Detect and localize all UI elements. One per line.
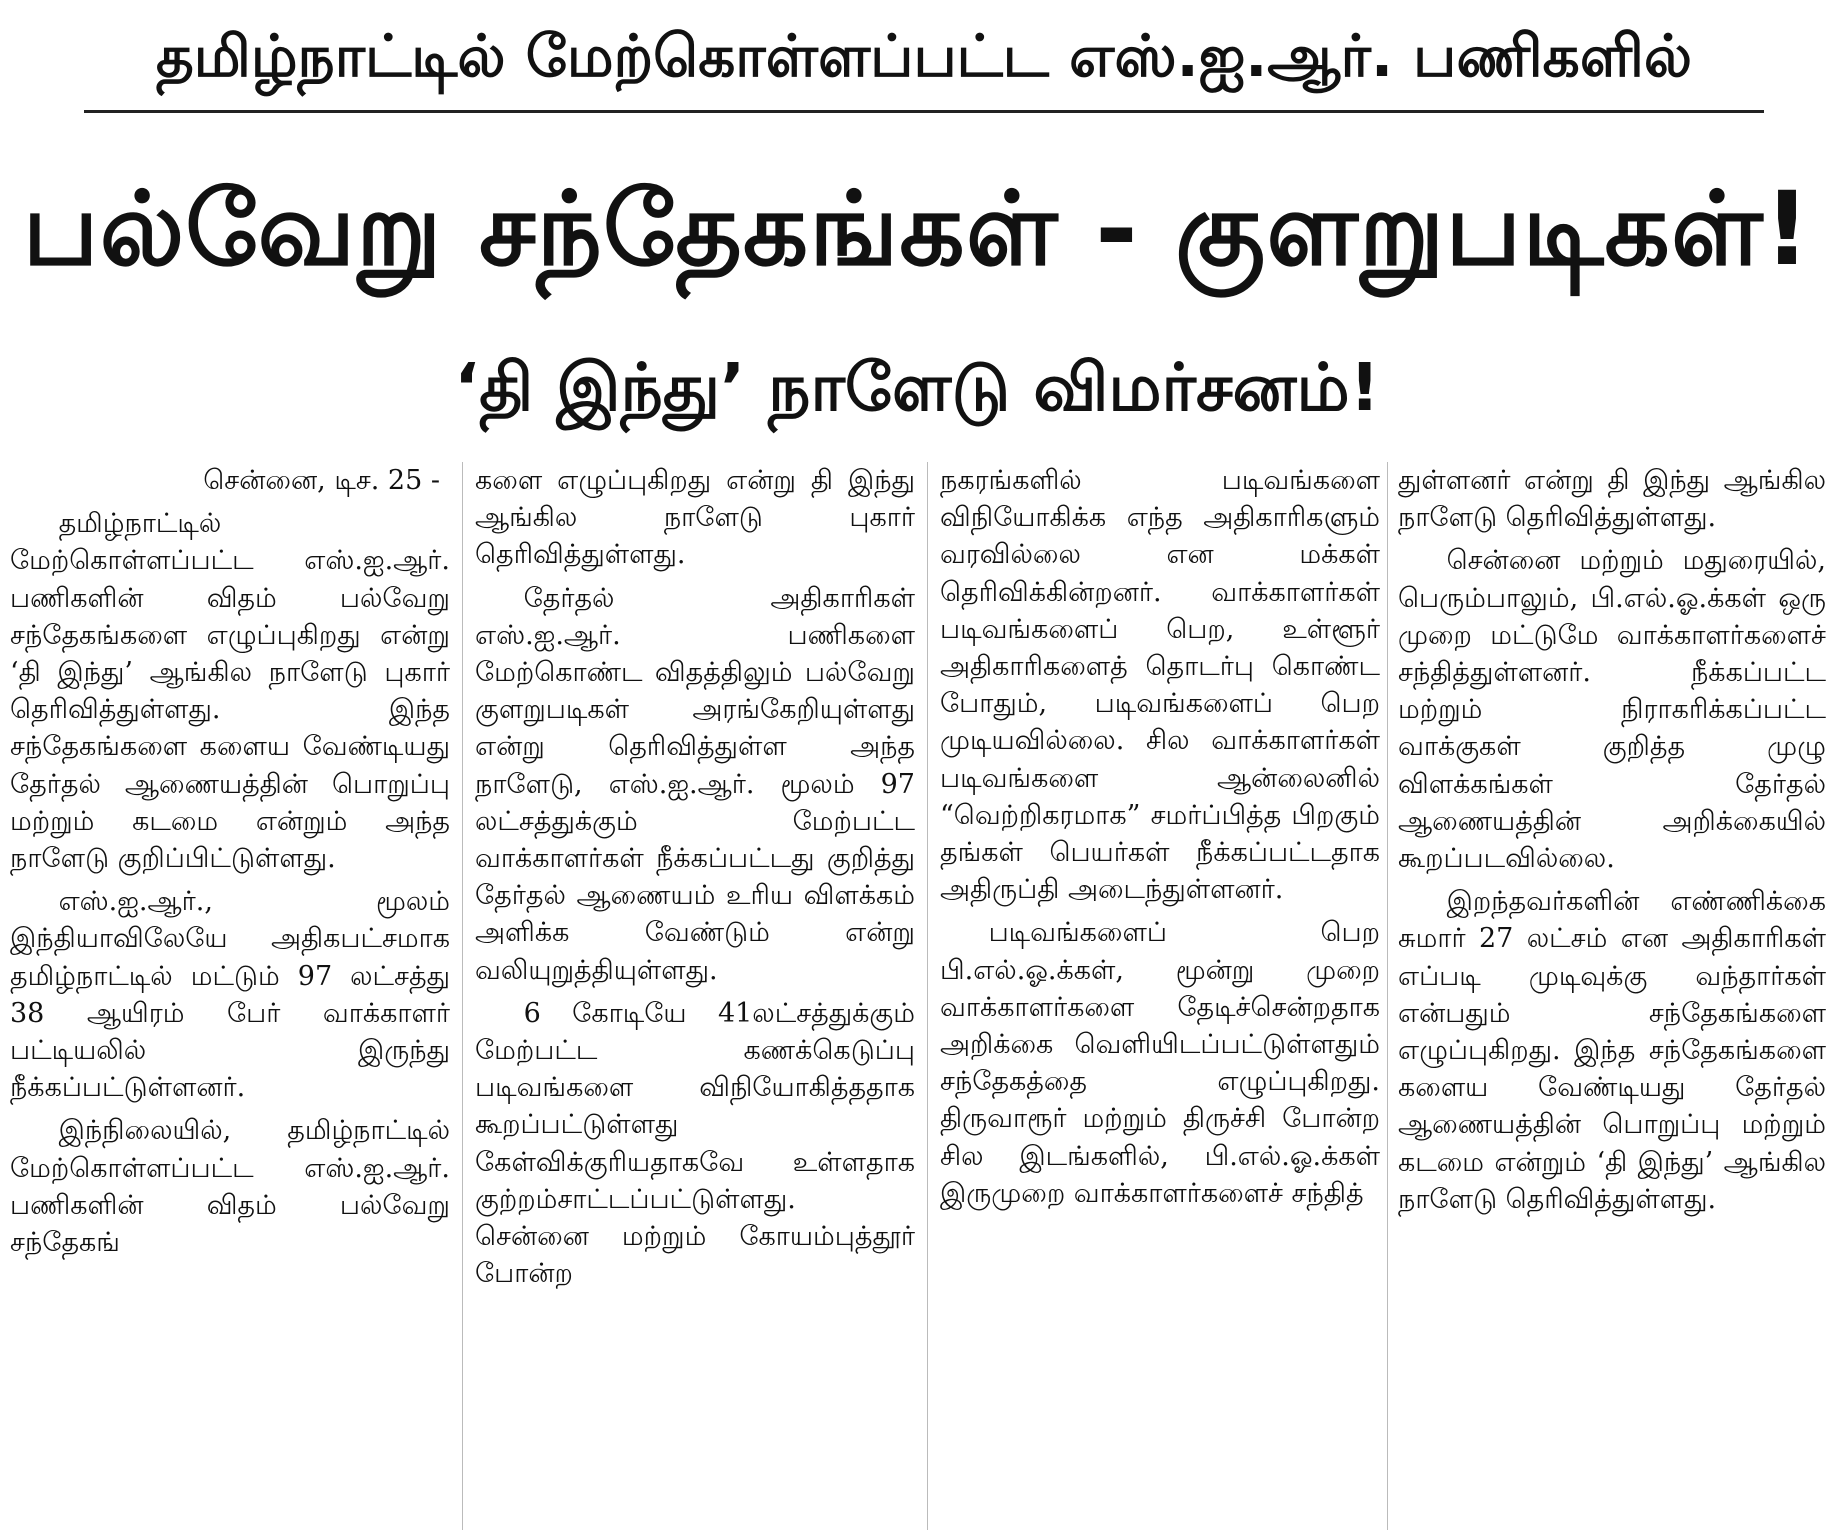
paragraph: எஸ்.ஐ.ஆர்., மூலம் இந்தியாவிலேயே அதிகபட்சமாக தமிழ்நாட்டில் மட்டும் 97 லட்சத்து 38 ஆயிரம் பேர் வாக்காளர் பட்டியலில் இருந்து நீக்கப்பட்டுள்ளனர்.: [10, 886, 450, 1104]
paragraph: சென்னை மற்றும் மதுரையில், பெரும்பாலும், பி.எல்.ஓ.க்கள் ஒரு முறை மட்டுமே வாக்காளர்களைச் சந்தித்துள்ளனர். நீக்கப்பட்ட மற்றும் நிராகரிக்கப்பட்ட வாக்குகள் குறித்த முழு விளக்கங்கள் தேர்தல் ஆணையத்தின் அறிக்கையில் கூறப்படவில்லை.: [1398, 545, 1826, 875]
column-divider: [462, 462, 463, 1530]
paragraph: 6 கோடியே 41லட்சத்துக்கும் மேற்பட்ட கணக்கெடுப்பு படிவங்களை விநியோகித்ததாக கூறப்பட்டுள்ளது கேள்விக்குரியதாகவே உள்ளதாக குற்றம்சாட்டப்பட்டுள்ளது. சென்னை மற்றும் கோயம்புத்தூர் போன்ற: [475, 997, 915, 1290]
main-headline: பல்வேறு சந்தேகங்கள் - குளறுபடிகள்!: [22, 170, 1812, 289]
paragraph: நகரங்களில் படிவங்களை விநியோகிக்க எந்த அதிகாரிகளும் வரவில்லை என மக்கள் தெரிவிக்கின்றனர். வாக்காளர்கள் படிவங்களைப் பெற, உள்ளூர் அதிகாரிகளைத் தொடர்பு கொண்ட போதும், படிவங்களைப் பெற முடியவில்லை. சில வாக்காளர்கள் படிவங்களை ஆன்லைனில் “வெற்றிகரமாக” சமர்ப்பித்த பிறகும் தங்கள் பெயர்கள் நீக்கப்பட்டதாக அதிருப்தி அடைந்துள்ளனர்.: [940, 465, 1380, 906]
column-divider: [927, 462, 928, 1530]
paragraph: களை எழுப்புகிறது என்று தி இந்து ஆங்கில நாளேடு புகார் தெரிவித்துள்ளது.: [475, 465, 915, 571]
paragraph: துள்ளனர் என்று தி இந்து ஆங்கில நாளேடு தெரிவித்துள்ளது.: [1398, 465, 1826, 534]
sub-headline: ‘தி இந்து’ நாளேடு விமர்சனம்!: [454, 349, 1380, 426]
article-column-2: [475, 462, 915, 1530]
paragraph: படிவங்களைப் பெற பி.எல்.ஓ.க்கள், மூன்று முறை வாக்காளர்களை தேடிச்சென்றதாக அறிக்கை வெளியிடப்பட்டுள்ளதும் சந்தேகத்தை எழுப்புகிறது. திருவாரூர் மற்றும் திருச்சி போன்ற சில இடங்களில், பி.எல்.ஓ.க்கள் இருமுறை வாக்காளர்களைச் சந்தித்: [940, 917, 1380, 1209]
article-column-4: [1398, 462, 1826, 1530]
paragraph: இந்நிலையில், தமிழ்நாட்டில் மேற்கொள்ளப்பட்ட எஸ்.ஐ.ஆர். பணிகளின் விதம் பல்வேறு சந்தேகங்: [10, 1115, 450, 1259]
paragraph: இறந்தவர்களின் எண்ணிக்கை சுமார் 27 லட்சம் என அதிகாரிகள் எப்படி முடிவுக்கு வந்தார்கள் என்பதும் சந்தேகங்களை எழுப்புகிறது. இந்த சந்தேகங்களை களைய வேண்டியது தேர்தல் ஆணையத்தின் பொறுப்பு மற்றும் கடமை என்றும் ‘தி இந்து’ ஆங்கில நாளேடு தெரிவித்துள்ளது.: [1398, 886, 1826, 1215]
article-column-1: [10, 462, 450, 1530]
paragraph: தேர்தல் அதிகாரிகள் எஸ்.ஐ.ஆர். பணிகளை மேற்கொண்ட விதத்திலும் பல்வேறு குளறுபடிகள் அரங்கேறியுள்ளது என்று தெரிவித்துள்ள அந்த நாளேடு, எஸ்.ஐ.ஆர். மூலம் 97 லட்சத்துக்கும் மேற்பட்ட வாக்காளர்கள் நீக்கப்பட்டது குறித்து தேர்தல் ஆணையம் உரிய விளக்கம் அளிக்க வேண்டும் என்று வலியுறுத்தியுள்ளது.: [475, 582, 915, 986]
kicker-heading: தமிழ்நாட்டில் மேற்கொள்ளப்பட்ட எஸ்.ஐ.ஆர். பணிகளில்: [156, 22, 1692, 90]
column-divider: [1387, 462, 1388, 1530]
article-column-3: [940, 462, 1380, 1530]
heading-rule: [84, 110, 1764, 113]
dateline: சென்னை, டிச. 25 -: [203, 465, 440, 496]
paragraph: தமிழ்நாட்டில் மேற்கொள்ளப்பட்ட எஸ்.ஐ.ஆர். பணிகளின் விதம் பல்வேறு சந்தேகங்களை எழுப்புகிறது என்று ‘தி இந்து’ ஆங்கில நாளேடு புகார் தெரிவித்துள்ளது. இந்த சந்தேகங்களை களைய வேண்டியது தேர்தல் ஆணையத்தின் பொறுப்பு மற்றும் கடமை என்றும் அந்த நாளேடு குறிப்பிட்டுள்ளது.: [10, 508, 450, 875]
